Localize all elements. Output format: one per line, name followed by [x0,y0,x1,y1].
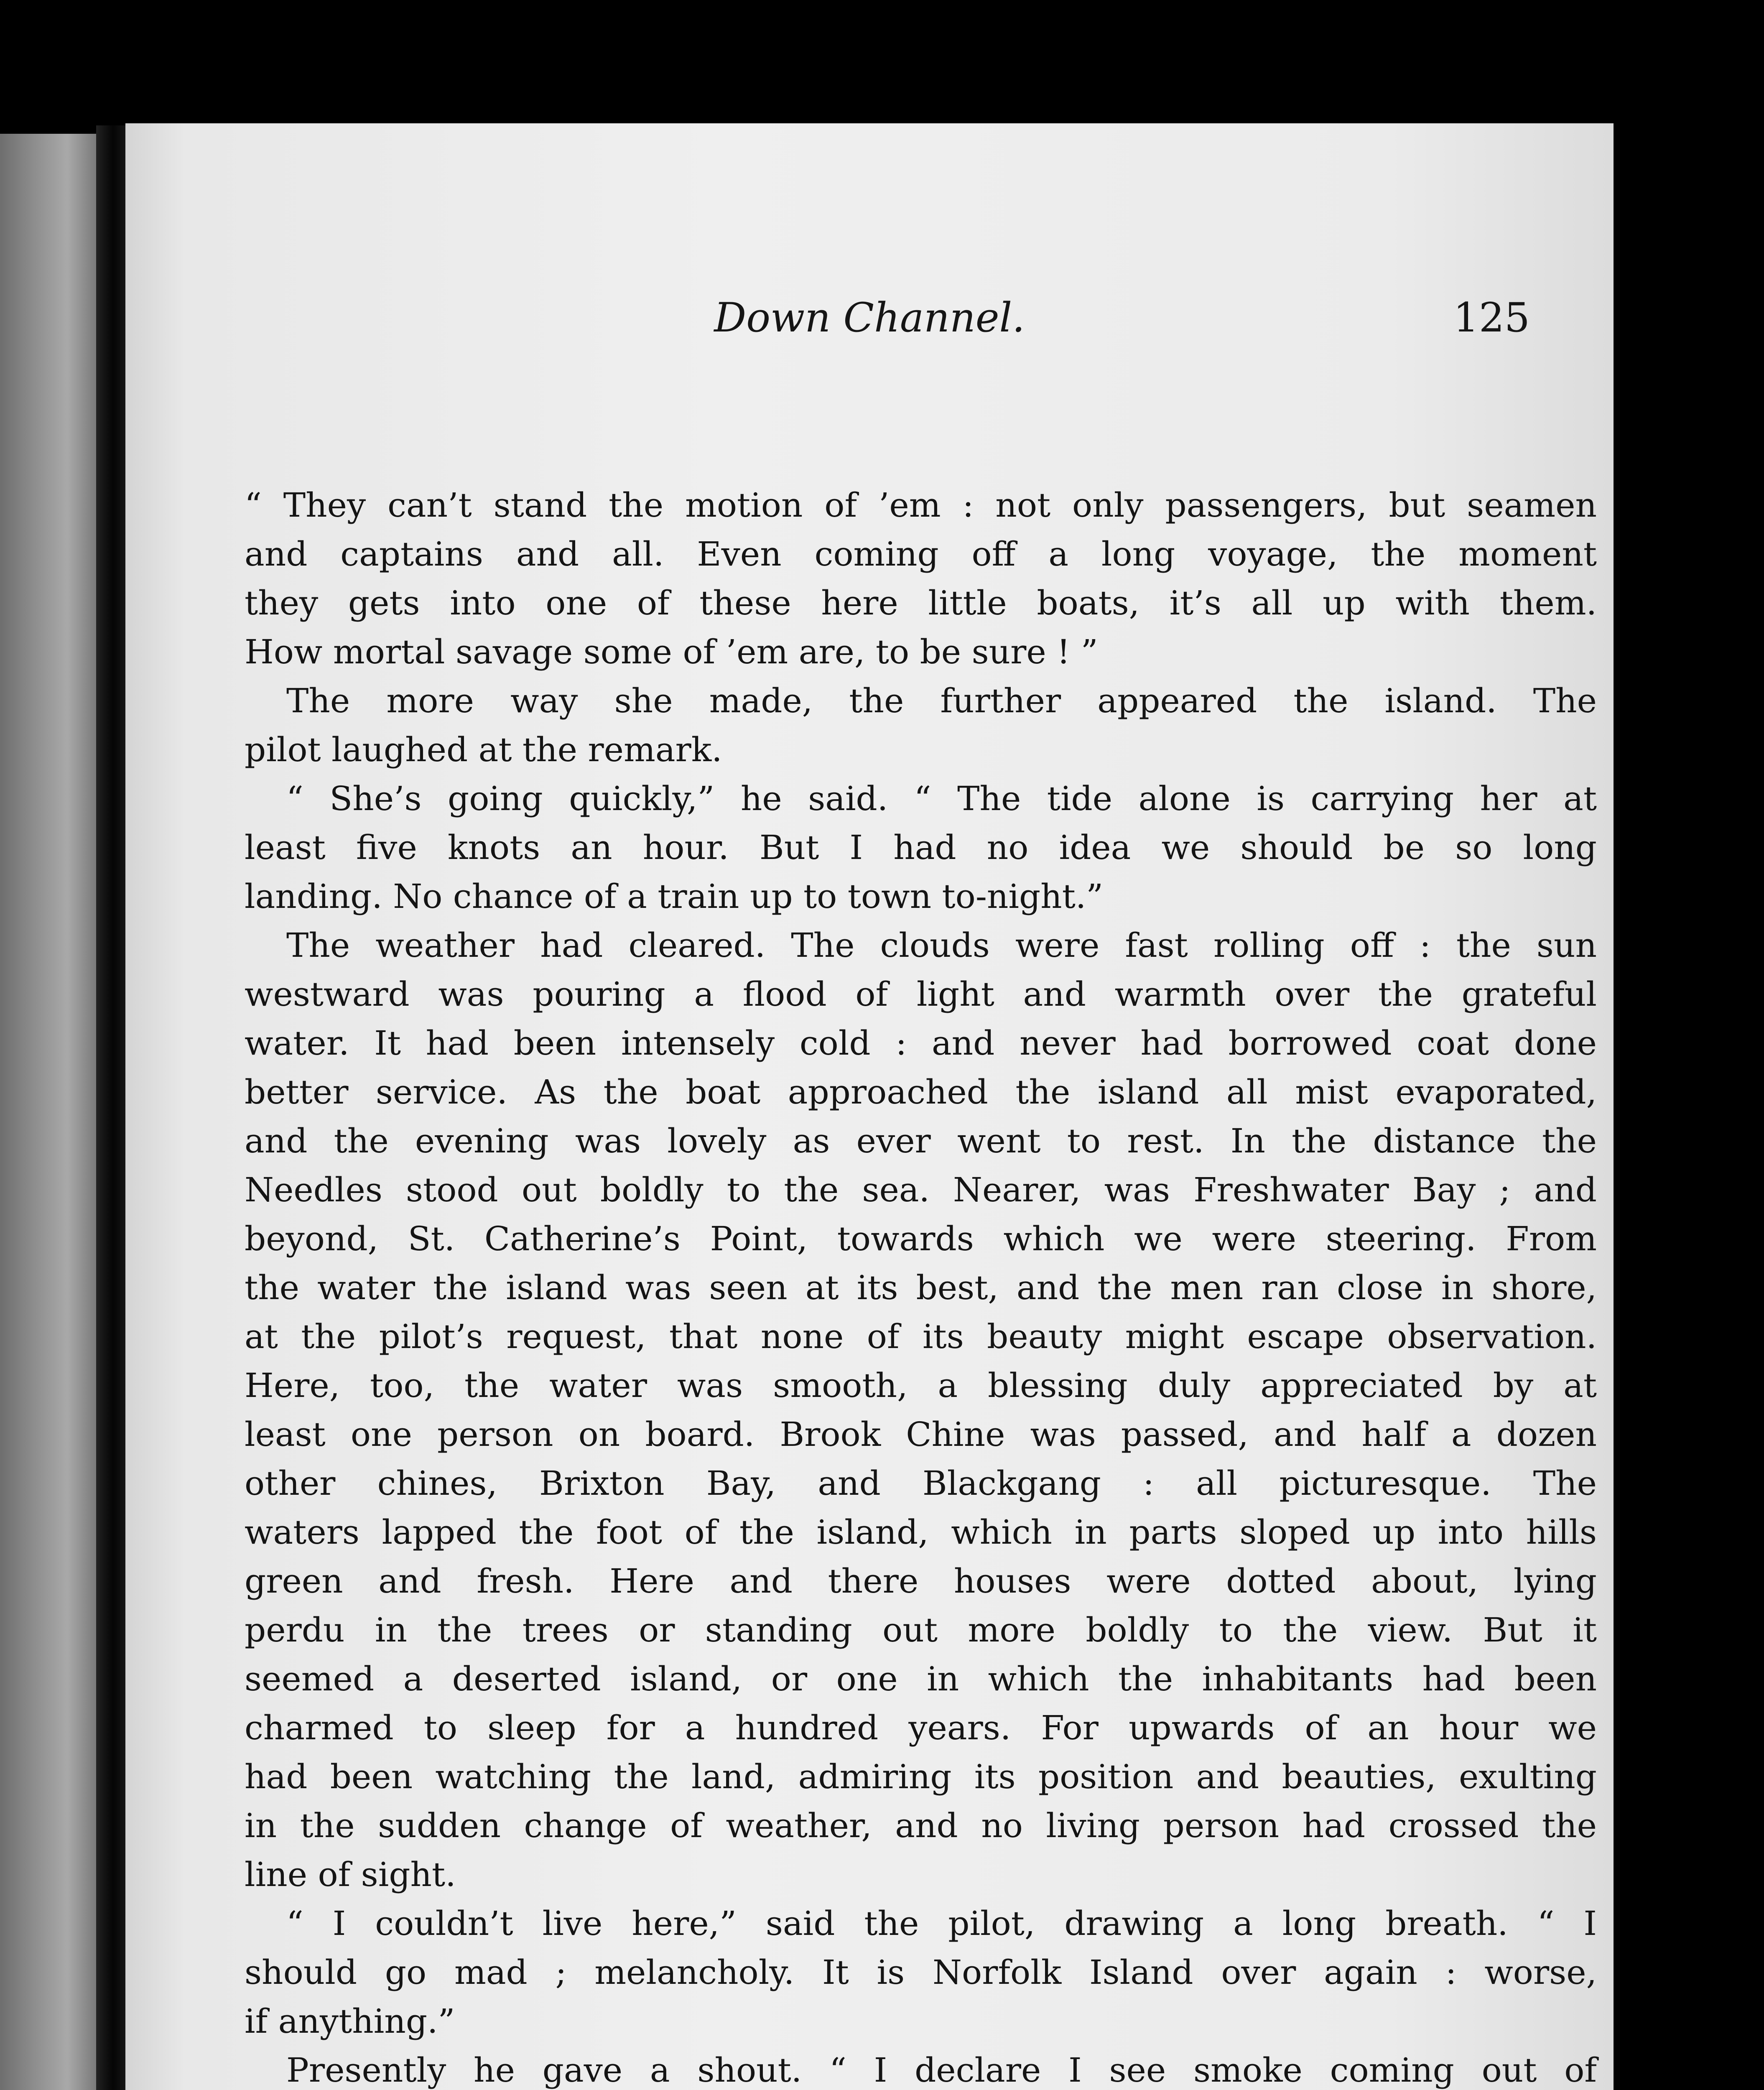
text-line: other chines, Brixton Bay, and Blackgang : all picturesque. The [245,1464,1597,1503]
text-line: line of sight. [245,1855,456,1894]
page-header [125,288,1614,372]
text-line: How mortal savage some of ’em are, to be sure ! ” [245,632,1098,671]
text-line: least one person on board. Brook Chine was passed, and half a dozen [245,1415,1597,1454]
text-line: should go mad ; melancholy. It is Norfolk Island over again : worse, [245,1953,1597,1992]
left-page-edge [0,134,96,2090]
text-line: Here, too, the water was smooth, a blessing duly appreciated by at [245,1366,1597,1405]
text-line: in the sudden change of weather, and no living person had crossed the [245,1806,1597,1845]
text-line: green and fresh. Here and there houses were dotted about, lying [245,1562,1597,1601]
text-line: “ She’s going quickly,” he said. “ The tide alone is carrying her at [286,779,1597,818]
page-number: 125 [1453,294,1530,341]
text-line: the water the island was seen at its best, and the men ran close in shore, [245,1268,1597,1307]
text-line: better service. As the boat approached the island all mist evaporated, [245,1073,1597,1111]
text-line: “ They can’t stand the motion of ’em : not only passengers, but seamen [245,486,1597,525]
book-spine [96,125,130,2090]
running-title: Down Channel. [714,294,1025,341]
text-line: The more way she made, the further appeared the island. The [286,681,1597,720]
text-line: landing. No chance of a train up to town to-night.” [245,877,1104,916]
text-line: Presently he gave a shout. “ I declare I see smoke coming out of [286,2051,1597,2090]
text-line: charmed to sleep for a hundred years. For upwards of an hour we [245,1708,1597,1747]
text-line: waters lapped the foot of the island, which in parts sloped up into hills [245,1513,1597,1552]
text-line: at the pilot’s request, that none of its beauty might escape observation. [245,1317,1597,1356]
text-line: The weather had cleared. The clouds were fast rolling off : the sun [286,926,1597,965]
text-line: water. It had been intensely cold : and never had borrowed coat done [245,1024,1597,1063]
text-line: perdu in the trees or standing out more boldly to the view. But it [245,1611,1597,1649]
text-line: westward was pouring a flood of light and warmth over the grateful [245,975,1597,1014]
text-line: pilot laughed at the remark. [245,730,722,769]
text-line: “ I couldn’t live here,” said the pilot, drawing a long breath. “ I [286,1904,1597,1943]
text-line: least five knots an hour. But I had no idea we should be so long [245,828,1597,867]
text-line: had been watching the land, admiring its position and beauties, exulting [245,1757,1597,1796]
text-line: and the evening was lovely as ever went to rest. In the distance the [245,1121,1597,1160]
text-line: they gets into one of these here little boats, it’s all up with them. [245,584,1597,622]
text-line: and captains and all. Even coming off a long voyage, the moment [245,535,1597,573]
page-body-text [245,481,1597,2090]
text-line: beyond, St. Catherine’s Point, towards which we were steering. From [245,1219,1597,1258]
text-line: seemed a deserted island, or one in which the inhabitants had been [245,1659,1597,1698]
book-page [125,123,1614,2090]
text-line: Needles stood out boldly to the sea. Nearer, was Freshwater Bay ; and [245,1170,1597,1209]
text-line: if anything.” [245,2002,455,2041]
